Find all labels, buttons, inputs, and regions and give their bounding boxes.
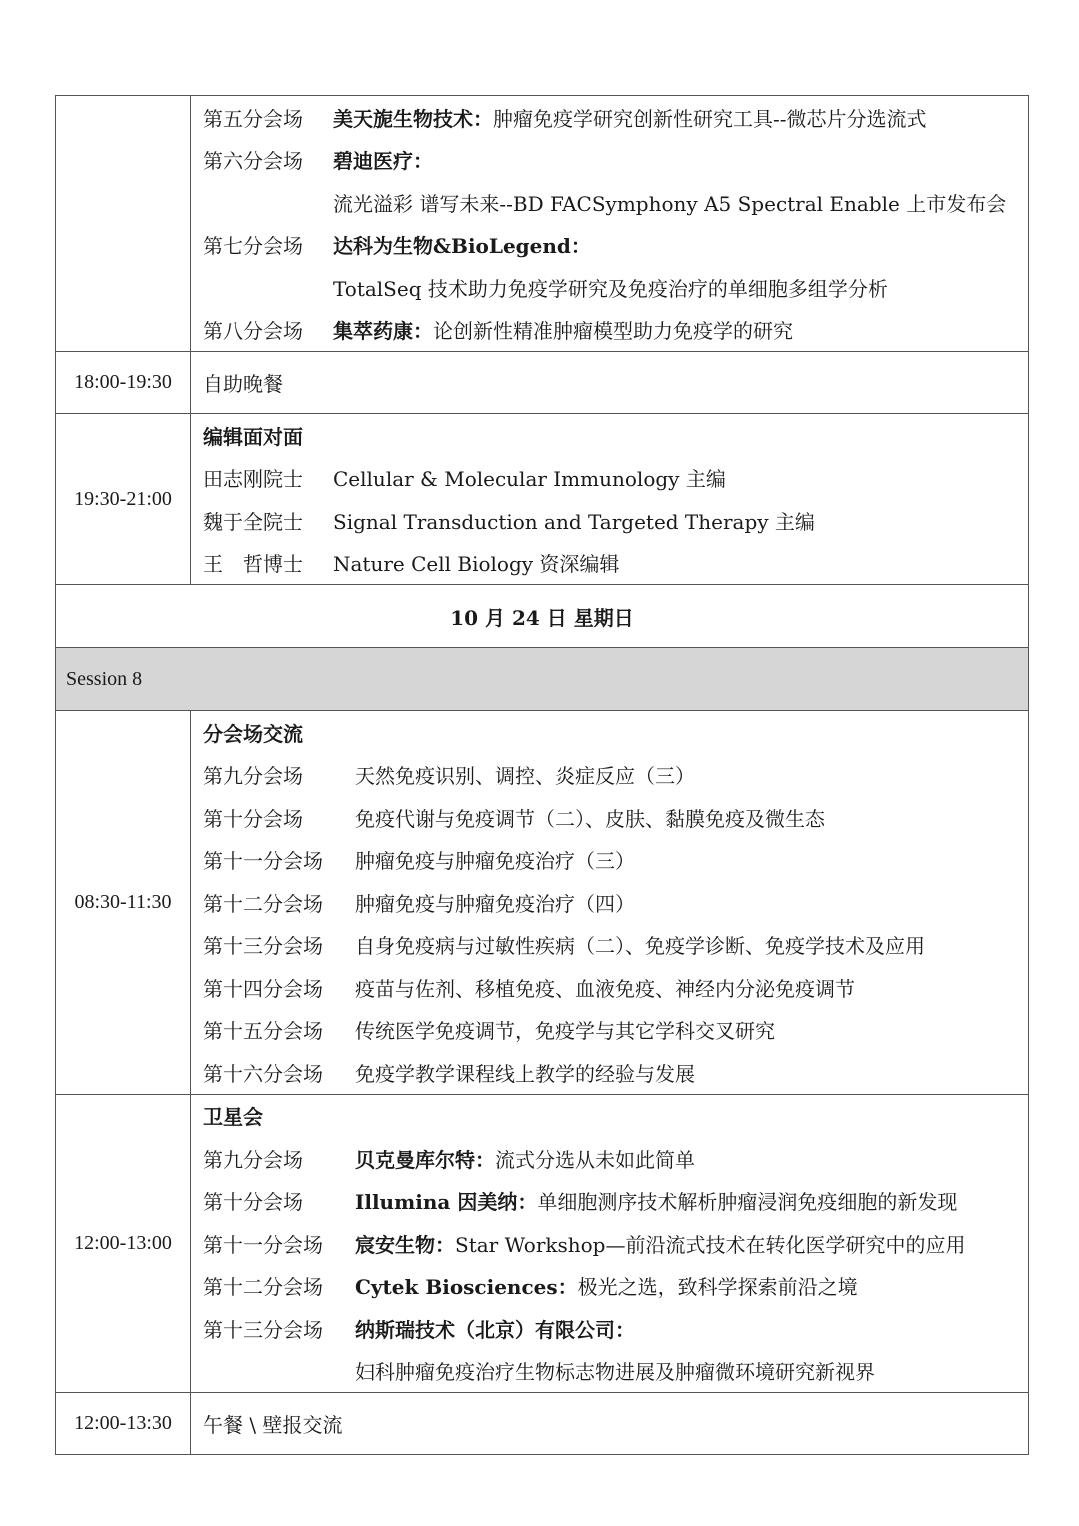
branch-line: 第十四分会场 疫苗与佐剂、移植免疫、血液免疫、神经内分泌免疫调节	[203, 976, 855, 1001]
time-cell	[56, 96, 191, 351]
session-line: 流光溢彩 谱写未来--BD FACSymphony A5 Spectral Enable 上市发布会	[333, 191, 1007, 216]
section-heading: 编辑面对面	[203, 424, 303, 449]
session-row	[56, 647, 1028, 710]
section-heading: 分会场交流	[203, 721, 303, 746]
session-line: 第五分会场 美天旎生物技术： 肿瘤免疫学研究创新性研究工具--微芯片分选流式	[203, 106, 927, 131]
content-cell	[191, 1095, 1028, 1393]
content-cell	[191, 96, 1028, 351]
branch-line: 第九分会场 天然免疫识别、调控、炎症反应（三）	[203, 764, 695, 789]
branch-line: 第十三分会场 自身免疫病与过敏性疾病（二）、免疫学诊断、免疫学技术及应用	[203, 934, 925, 959]
satellite-line: 第十一分会场 宸安生物： Star Workshop—前沿流式技术在转化医学研究中的应用	[203, 1232, 966, 1257]
satellite-line: 第十分会场 Illumina 因美纳： 单细胞测序技术解析肿瘤浸润免疫细胞的新发现	[203, 1190, 958, 1215]
satellite-row-evening	[56, 96, 1028, 351]
session-label: Session 8	[56, 648, 1028, 710]
date-row	[56, 584, 1028, 647]
time-cell: 19:30-21:00	[56, 414, 191, 584]
branch-line: 第十五分会场 传统医学免疫调节，免疫学与其它学科交叉研究	[203, 1019, 775, 1044]
lunch-row	[56, 1392, 1028, 1454]
session-line: 第七分会场 达科为生物&BioLegend：	[203, 234, 591, 259]
branch-line: 第十分会场 免疫代谢与免疫调节（二）、皮肤、黏膜免疫及微生态	[203, 806, 825, 831]
editor-line: 王 哲博士 Nature Cell Biology 资深编辑	[203, 552, 620, 577]
session-line: 第六分会场 碧迪医疗：	[203, 149, 433, 174]
satellite-row	[56, 1094, 1028, 1393]
content-cell	[191, 711, 1028, 1094]
branch-line: 第十六分会场 免疫学教学课程线上教学的经验与发展	[203, 1061, 695, 1086]
content-cell	[191, 414, 1028, 584]
editor-line: 田志刚院士 Cellular & Molecular Immunology 主编	[203, 467, 726, 492]
branch-line: 第十二分会场 肿瘤免疫与肿瘤免疫治疗（四）	[203, 891, 635, 916]
time-cell: 08:30-11:30	[56, 711, 191, 1094]
satellite-line: 第十三分会场 纳斯瑞技术（北京）有限公司：	[203, 1317, 635, 1342]
session-line: 第八分会场 集萃药康： 论创新性精准肿瘤模型助力免疫学的研究	[203, 319, 793, 344]
session-line: TotalSeq 技术助力免疫学研究及免疫治疗的单细胞多组学分析	[333, 276, 888, 301]
date-heading: 10 月 24 日 星期日	[450, 605, 634, 630]
schedule-table	[55, 95, 1029, 1455]
content-cell: 午餐 \ 壁报交流	[203, 1413, 343, 1437]
time-cell: 12:00-13:30	[56, 1393, 191, 1454]
time-cell: 18:00-19:30	[56, 352, 191, 413]
satellite-line: 第十二分会场 Cytek Biosciences： 极光之选，致科学探索前沿之境	[203, 1275, 858, 1300]
branch-line: 第十一分会场 肿瘤免疫与肿瘤免疫治疗（三）	[203, 849, 635, 874]
satellite-line: 妇科肿瘤免疫治疗生物标志物进展及肿瘤微环境研究新视界	[355, 1360, 875, 1385]
section-heading: 卫星会	[203, 1105, 263, 1130]
time-cell: 12:00-13:00	[56, 1095, 191, 1393]
dinner-row	[56, 351, 1028, 413]
satellite-line: 第九分会场 贝克曼库尔特： 流式分选从未如此简单	[203, 1147, 695, 1172]
content-cell: 自助晚餐	[203, 372, 283, 396]
editor-row	[56, 413, 1028, 584]
branch-row	[56, 710, 1028, 1094]
editor-line: 魏于全院士 Signal Transduction and Targeted Therapy 主编	[203, 509, 815, 534]
